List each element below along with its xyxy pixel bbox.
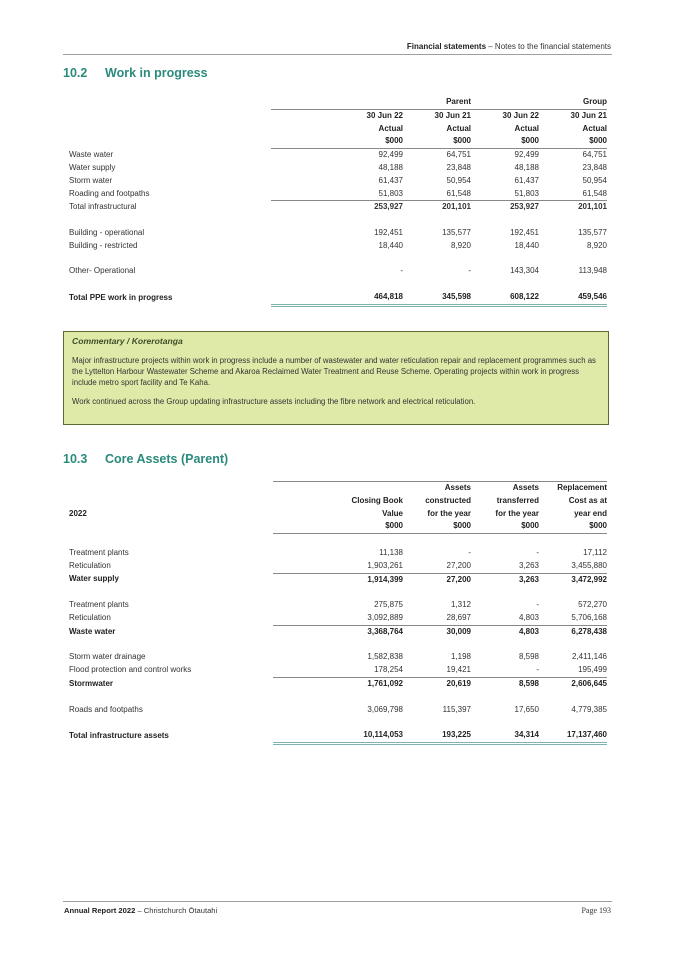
commentary-paragraph: Major infrastructure projects within work in progress include a number of wastewater and water reticulation repair and replacement programmes such as the Lyttelton Harbour Wastewater Scheme and Akaroa Reclaimed Water Treatment and Reuse Scheme. Operating projects within work in progress include metro sport facility and Te Kaha.	[72, 356, 596, 387]
section-heading: Core Assets (Parent)	[105, 452, 229, 466]
table-row-subtotal: Total infrastructural 253,927 201,101 253,927 201,101	[69, 202, 607, 212]
header-divider	[63, 54, 612, 55]
col-header: Replacement	[539, 482, 607, 495]
col-header: transferred	[496, 495, 539, 505]
header-subsection: – Notes to the financial statements	[486, 42, 611, 51]
commentary-title: Commentary / Korerotanga	[72, 336, 183, 346]
running-footer	[64, 906, 217, 915]
table-row: Roading and footpaths 51,803 61,548 51,803 61,548	[69, 188, 607, 201]
page-number: Page 193	[581, 906, 611, 915]
table-row-total: Total infrastructure assets 10,114,053 193,225 34,314 17,137,460	[69, 729, 607, 743]
col-header: Closing Book	[351, 495, 403, 505]
work-in-progress-table	[69, 96, 607, 307]
col-header: $000	[403, 135, 471, 148]
table-row: Other- Operational - - 143,304 113,948	[69, 266, 607, 276]
table-row: Water supply 48,188 23,848 48,188 23,848	[69, 162, 607, 172]
core-assets-table	[69, 481, 607, 745]
col-header: Assets	[403, 482, 471, 495]
col-header: $000	[471, 135, 539, 148]
year-label: 2022	[69, 508, 87, 518]
col-header: for the year	[495, 508, 539, 518]
col-header	[273, 482, 403, 495]
col-header: for the year	[427, 508, 471, 518]
section-number: 10.2	[63, 66, 88, 80]
col-header: year end	[574, 508, 607, 518]
col-header: $000	[273, 520, 403, 533]
running-header	[407, 42, 611, 51]
table-row: Treatment plants 275,875 1,312 - 572,270	[69, 600, 607, 610]
table-row: Reticulation 3,092,889 28,697 4,803 5,706,168	[69, 612, 607, 625]
table-row: Flood protection and control works 178,254 19,421 - 195,499	[69, 664, 607, 677]
table-row: Storm water drainage 1,582,838 1,198 8,598 2,411,146	[69, 652, 607, 662]
group-header-group: Group	[583, 97, 607, 106]
col-header: Assets	[471, 482, 539, 495]
group-header-parent: Parent	[446, 97, 471, 106]
table-row-total: Total PPE work in progress 464,818 345,598 608,122 459,546	[69, 291, 607, 305]
col-header: Actual	[514, 123, 539, 133]
commentary-paragraph: Work continued across the Group updating infrastructure assets including the fibre network and electrical reticulation.	[72, 397, 476, 406]
col-header: $000	[539, 135, 607, 148]
table-row: Reticulation 1,903,261 27,200 3,263 3,455,880	[69, 560, 607, 573]
col-header: Value	[382, 508, 403, 518]
col-header: 30 Jun 21	[403, 109, 471, 122]
col-header: Actual	[446, 123, 471, 133]
header-section: Financial statements	[406, 42, 487, 51]
section-title-work-in-progress	[63, 66, 208, 80]
table-row: Building - operational 192,451 135,577 192,451 135,577	[69, 227, 607, 237]
col-header: Cost as at	[568, 495, 607, 505]
col-header: 30 Jun 22	[471, 109, 539, 122]
commentary-box	[63, 331, 609, 425]
table-row: Storm water 61,437 50,954 61,437 50,954	[69, 175, 607, 185]
col-header: $000	[403, 520, 471, 533]
table-row-subtotal: Stormwater 1,761,092 20,619 8,598 2,606,645	[69, 678, 607, 688]
table-row: Building - restricted 18,440 8,920 18,440 8,920	[69, 240, 607, 250]
section-number: 10.3	[63, 452, 88, 466]
table-row-subtotal: Waste water 3,368,764 30,009 4,803 6,278,438	[69, 626, 607, 636]
col-header: $000	[271, 135, 403, 148]
footer-organisation: – Christchurch Ōtautahi	[135, 906, 218, 915]
footer-report-title: Annual Report 2022	[64, 906, 136, 915]
col-header: constructed	[425, 495, 471, 505]
table-row-subtotal: Water supply 1,914,399 27,200 3,263 3,472,992	[69, 574, 607, 584]
col-header: 30 Jun 22	[271, 109, 403, 122]
table-row: Waste water 92,499 64,751 92,499 64,751	[69, 149, 607, 160]
col-header: Actual	[378, 123, 403, 133]
col-header: 30 Jun 21	[539, 109, 607, 122]
table-row: Roads and footpaths 3,069,798 115,397 17,650 4,779,385	[69, 704, 607, 714]
col-header: $000	[539, 520, 607, 533]
col-header: Actual	[582, 123, 607, 133]
table-row: Treatment plants 11,138 - - 17,112	[69, 547, 607, 557]
col-header: $000	[471, 520, 539, 533]
section-heading: Work in progress	[105, 66, 208, 80]
footer-divider	[63, 901, 612, 902]
section-title-core-assets	[63, 452, 228, 466]
